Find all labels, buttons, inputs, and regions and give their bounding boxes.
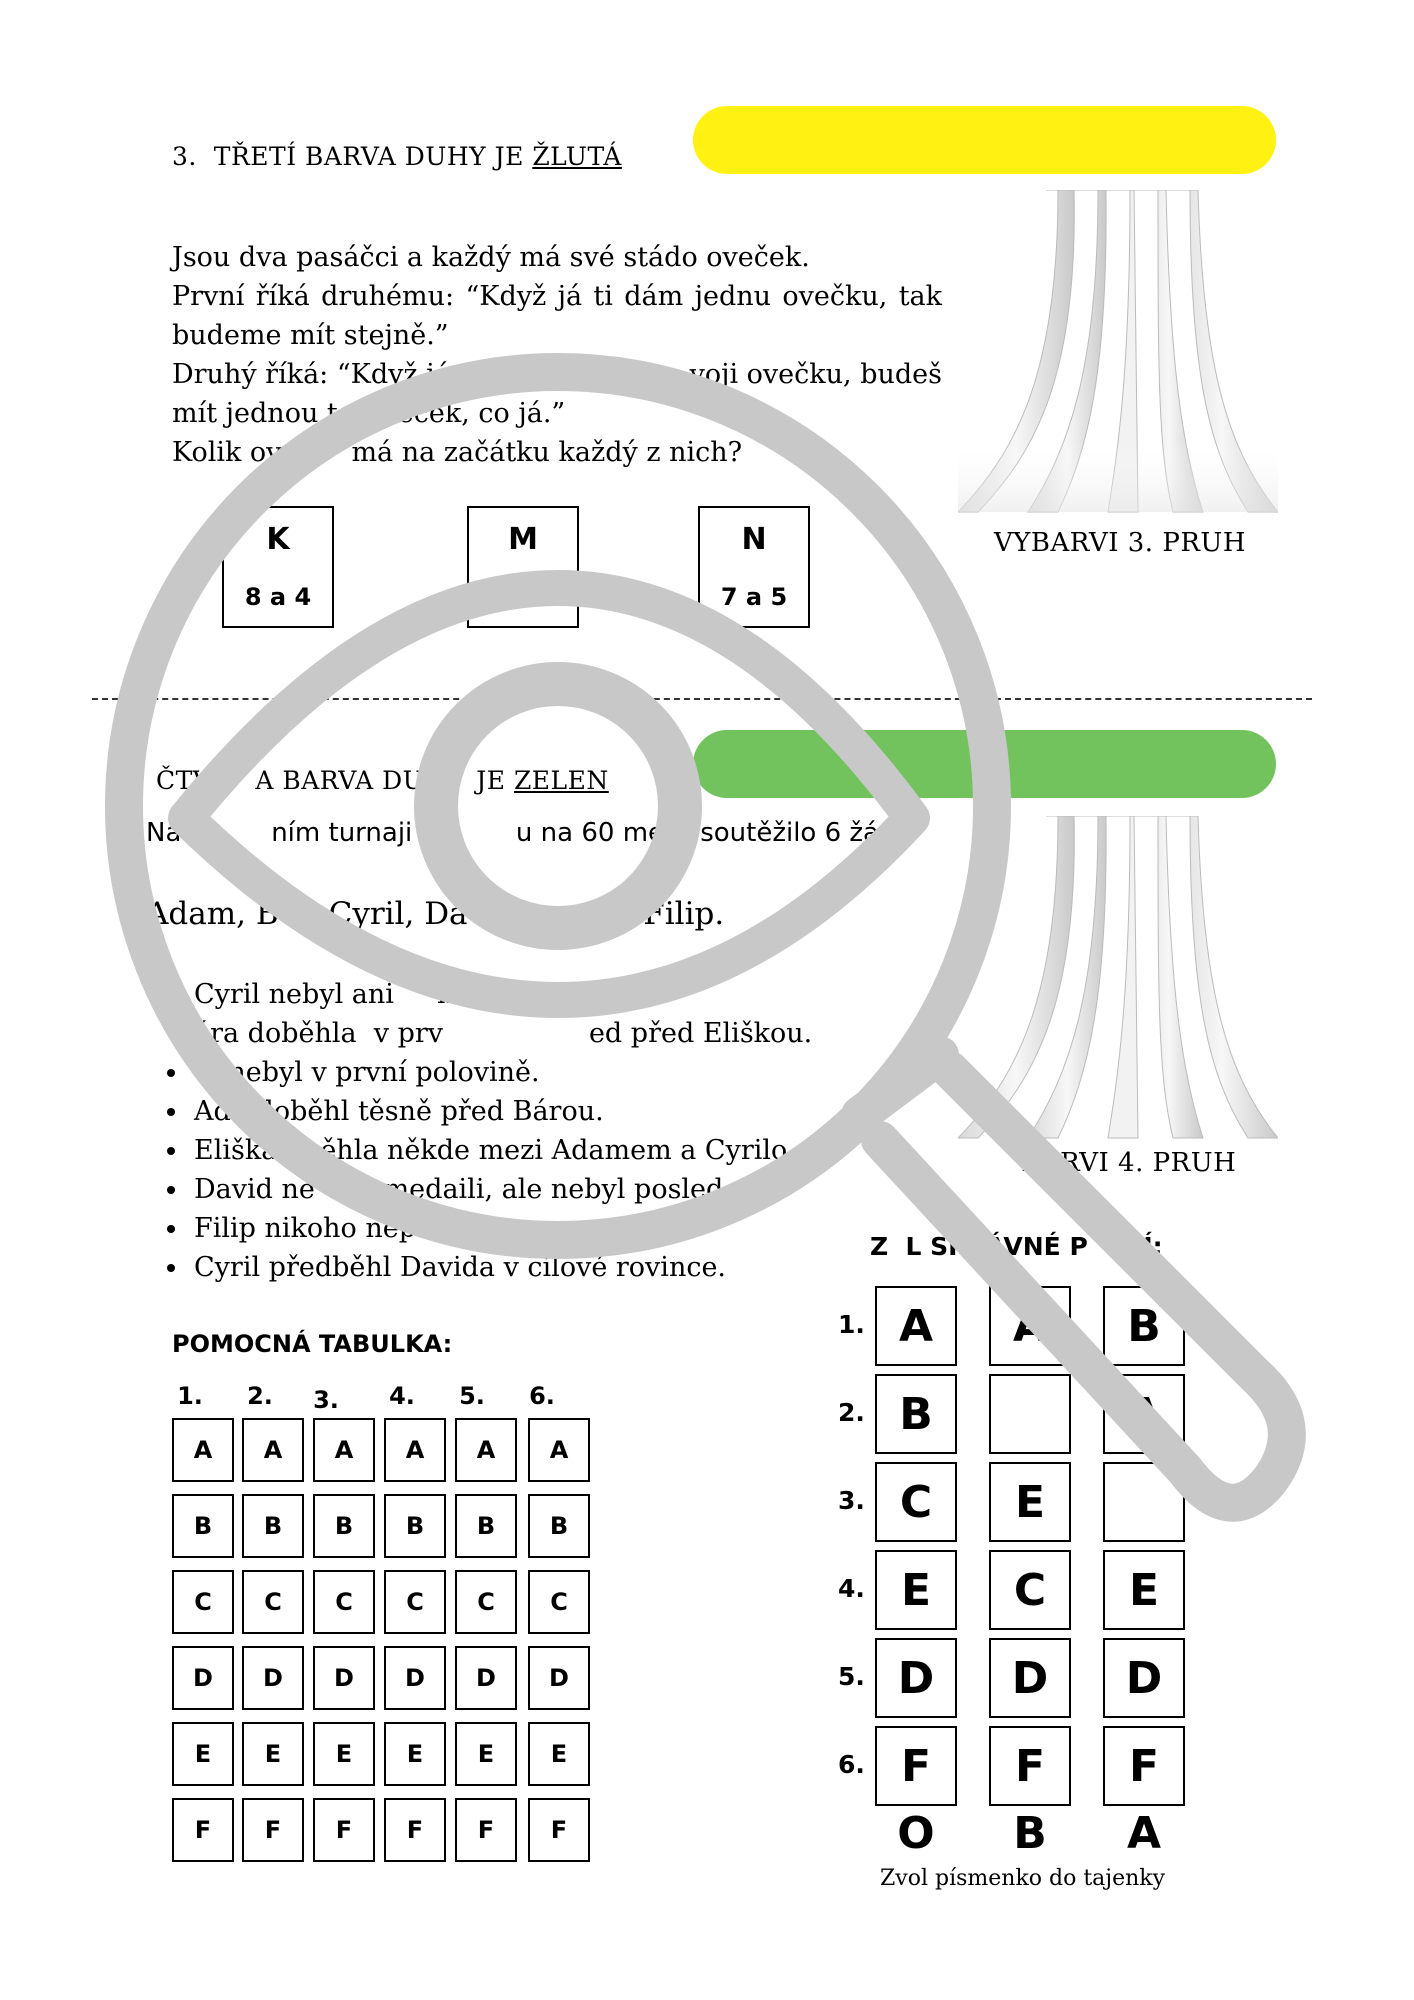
option-value: 7 a 5 xyxy=(720,583,788,611)
help-cell[interactable]: F xyxy=(528,1798,590,1862)
task3-option-n[interactable] xyxy=(698,506,810,628)
help-cell[interactable]: E xyxy=(313,1722,375,1786)
task3-number: 3. xyxy=(172,142,197,171)
order-cell[interactable]: A xyxy=(989,1286,1071,1366)
answer-letter[interactable]: O xyxy=(897,1808,935,1859)
task3-title-text: TŘETÍ BARVA DUHY JE xyxy=(213,142,533,171)
task3-line-4b: voji ovečku, budeš xyxy=(689,359,942,390)
rainbow-column-image xyxy=(958,816,1278,1146)
help-cell[interactable]: F xyxy=(384,1798,446,1862)
task4-names xyxy=(146,896,724,932)
order-cell[interactable]: D xyxy=(875,1638,957,1718)
clue-item: ára doběhla v prv ed před Eliškou. xyxy=(194,1018,813,1049)
clue-item: • Cyril nebyl ani ní ani poslední. xyxy=(190,975,812,1014)
help-cell[interactable]: E xyxy=(242,1722,304,1786)
answer-letter[interactable]: A xyxy=(1126,1808,1162,1859)
help-cell[interactable]: C xyxy=(313,1570,375,1634)
help-table-title: POMOCNÁ TABULKA: xyxy=(172,1330,453,1358)
clue-item: • Ad doběhl těsně před Bárou. xyxy=(190,1092,812,1131)
order-cell[interactable]: C xyxy=(875,1462,957,1542)
clue-item: • Cyril předběhl Davida v cílové rovince. xyxy=(190,1248,812,1287)
task3-line-2: První říká druhému: “Když já ti dám jednu ovečku, tak xyxy=(172,281,942,312)
order-title: Z L SPRÁVNÉ P DÍ: xyxy=(870,1232,1163,1261)
help-cell[interactable]: A xyxy=(528,1418,590,1482)
help-cell[interactable]: D xyxy=(528,1646,590,1710)
clue-item: • David ne l medaili, ale nebyl posled xyxy=(190,1170,812,1209)
help-cell[interactable]: D xyxy=(172,1646,234,1710)
intro-part: Na š xyxy=(146,818,204,848)
help-cell[interactable]: B xyxy=(528,1494,590,1558)
task3-color-bar[interactable] xyxy=(693,106,1276,174)
task4-title-a: ČTV xyxy=(156,766,212,795)
option-letter: M xyxy=(508,522,538,557)
order-row-number: 1. xyxy=(838,1310,865,1339)
help-col-number: 6. xyxy=(529,1382,555,1410)
task3-option-m[interactable] xyxy=(467,506,579,628)
order-cell[interactable]: E xyxy=(1103,1550,1185,1630)
task3-line-5a: mít jednou t xyxy=(172,398,338,429)
order-cell[interactable]: B xyxy=(1103,1286,1185,1366)
option-letter: N xyxy=(741,522,767,557)
order-cell[interactable]: D xyxy=(989,1638,1071,1718)
task3-option-k[interactable] xyxy=(222,506,334,628)
help-cell[interactable]: F xyxy=(172,1798,234,1862)
help-cell[interactable]: E xyxy=(172,1722,234,1786)
help-cell[interactable]: A xyxy=(455,1418,517,1482)
help-cell[interactable]: C xyxy=(528,1570,590,1634)
clue-item: • nebyl v první polovině. xyxy=(190,1053,812,1092)
task3-line-6b: má na začátku každý z nich? xyxy=(351,437,743,468)
rainbow-column-image xyxy=(958,190,1278,520)
task4-intro xyxy=(146,818,879,848)
help-cell[interactable]: F xyxy=(242,1798,304,1862)
order-row-number: 2. xyxy=(838,1398,865,1427)
order-cell[interactable]: C xyxy=(989,1550,1071,1630)
order-cell[interactable]: F xyxy=(875,1726,957,1806)
help-cell[interactable]: E xyxy=(528,1722,590,1786)
task3-line-4 xyxy=(172,355,942,394)
order-cell[interactable]: D xyxy=(1103,1638,1185,1718)
task3-line-6 xyxy=(172,433,942,472)
task4-title xyxy=(156,766,609,795)
help-cell[interactable]: E xyxy=(384,1722,446,1786)
order-cell[interactable]: E xyxy=(875,1550,957,1630)
task3-line-4a: Druhý říká: “Když já xyxy=(172,359,451,390)
help-cell[interactable]: C xyxy=(455,1570,517,1634)
help-col-number: 5. xyxy=(459,1382,485,1410)
help-cell[interactable]: B xyxy=(384,1494,446,1558)
task4-color-bar[interactable] xyxy=(693,730,1276,798)
help-cell[interactable]: A xyxy=(384,1418,446,1482)
order-cell[interactable]: F xyxy=(989,1726,1071,1806)
help-cell[interactable]: C xyxy=(172,1570,234,1634)
help-cell[interactable]: F xyxy=(313,1798,375,1862)
task4-caption: BARVI 4. PRUH xyxy=(1003,1148,1237,1178)
help-cell[interactable]: B xyxy=(455,1494,517,1558)
answer-caption: Zvol písmenko do tajenky xyxy=(880,1866,1166,1891)
task3-line-5 xyxy=(172,394,942,433)
help-cell[interactable]: F xyxy=(455,1798,517,1862)
help-cell[interactable]: A xyxy=(313,1418,375,1482)
task3-title xyxy=(172,142,622,171)
help-cell[interactable]: E xyxy=(455,1722,517,1786)
section-divider xyxy=(92,698,1312,700)
order-cell[interactable]: A xyxy=(1103,1374,1185,1454)
task3-line-5b: ecek, co já.” xyxy=(397,398,566,429)
help-cell[interactable]: A xyxy=(172,1418,234,1482)
order-row-number: 5. xyxy=(838,1662,865,1691)
task3-caption: VYBARVI 3. PRUH xyxy=(993,528,1246,558)
help-cell[interactable]: A xyxy=(242,1418,304,1482)
help-cell[interactable]: D xyxy=(242,1646,304,1710)
order-row-number: 3. xyxy=(838,1486,865,1515)
help-col-number: 4. xyxy=(389,1382,415,1410)
help-cell[interactable]: C xyxy=(242,1570,304,1634)
order-cell[interactable]: A xyxy=(875,1286,957,1366)
order-cell[interactable] xyxy=(1103,1462,1185,1542)
task4-clues-list xyxy=(150,975,812,1287)
clue-item: • Eliška běhla někde mezi Adamem a Cyrilo xyxy=(190,1131,812,1170)
help-cell[interactable]: D xyxy=(313,1646,375,1710)
answer-letter[interactable]: B xyxy=(1013,1808,1047,1859)
task3-line-1: Jsou dva pasáčci a každý má své stádo oveček. xyxy=(172,242,810,273)
help-cell[interactable]: B xyxy=(172,1494,234,1558)
clue-item: • Filip nikoho nep xyxy=(190,1209,812,1248)
task3-paragraph xyxy=(172,238,942,472)
names-part: Cyril, Da xyxy=(328,896,468,932)
task4-title-c: JE xyxy=(476,766,506,795)
help-cell[interactable]: B xyxy=(242,1494,304,1558)
names-part: Adam, B xyxy=(146,896,279,932)
intro-part: ním turnaji v xyxy=(271,818,436,848)
task4-title-b: A BARVA DU xyxy=(255,766,425,795)
task3-line-6a: Kolik ov xyxy=(172,437,282,468)
order-cell[interactable]: B xyxy=(875,1374,957,1454)
task3-title-color: ŽLUTÁ xyxy=(532,142,622,171)
intro-part: u na 60 met xyxy=(515,818,675,848)
task3-line-3: budeme mít stejně.” xyxy=(172,320,449,351)
order-cell[interactable]: E xyxy=(989,1462,1071,1542)
names-part: , Filip. xyxy=(623,896,725,932)
order-cell[interactable]: F xyxy=(1103,1726,1185,1806)
option-letter: K xyxy=(266,522,290,557)
order-row-number: 6. xyxy=(838,1750,865,1779)
task4-title-color: ZELEN xyxy=(513,766,609,795)
help-col-number: 1. xyxy=(177,1382,203,1410)
help-col-number: 2. xyxy=(247,1382,273,1410)
help-cell[interactable]: C xyxy=(384,1570,446,1634)
help-cell[interactable]: B xyxy=(313,1494,375,1558)
order-cell[interactable] xyxy=(989,1374,1071,1454)
help-col-number: 3. xyxy=(313,1386,339,1414)
intro-part: soutěžilo 6 žá xyxy=(700,818,879,848)
help-cell[interactable]: D xyxy=(455,1646,517,1710)
help-cell[interactable]: D xyxy=(384,1646,446,1710)
option-value: 8 a 4 xyxy=(244,583,312,611)
order-row-number: 4. xyxy=(838,1574,865,1603)
